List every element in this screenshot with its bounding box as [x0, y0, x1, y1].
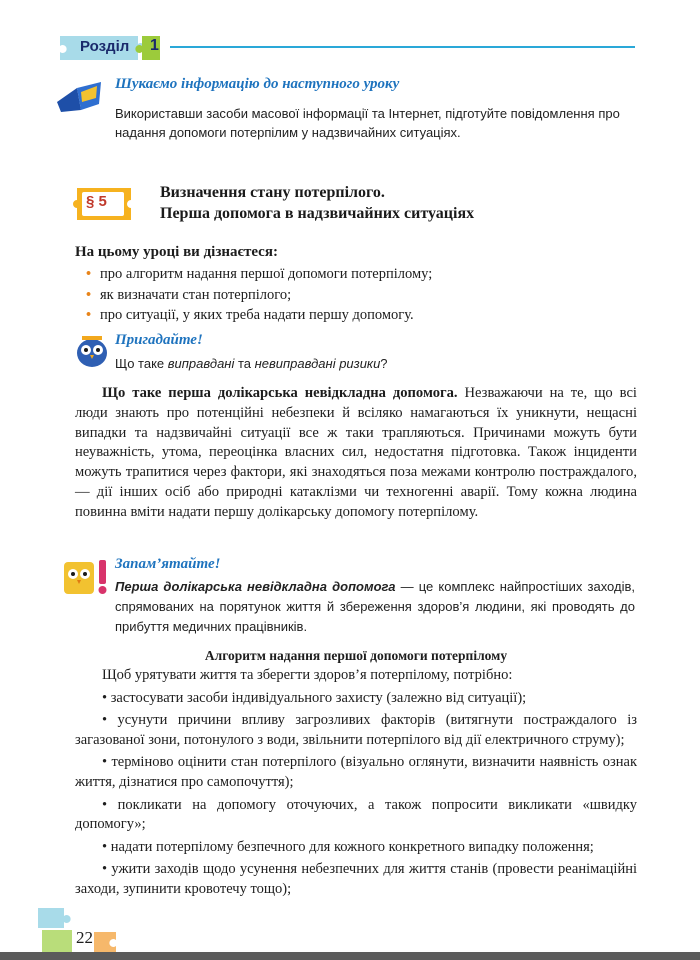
- section-label: Розділ: [80, 38, 130, 55]
- owl-icon: [74, 334, 110, 368]
- learn-list: [86, 264, 433, 326]
- bullet-icon: •: [86, 266, 92, 282]
- section-number: 1: [150, 37, 159, 54]
- open-book-icon: [55, 80, 105, 114]
- learn-heading: На цьому уроці ви дізнаєтеся:: [75, 244, 278, 260]
- list-item: • терміново оцінити стан потерпілого (візуально оглянути, визначити наявність ознак життя, дізнатися про самопочуття);: [75, 754, 637, 790]
- lesson-title: [160, 182, 630, 224]
- list-item: • застосувати засоби індивідуального захисту (залежно від ситуації);: [102, 689, 527, 706]
- page-number: 22: [76, 928, 93, 947]
- recall-title: Пригадайте!: [115, 332, 203, 348]
- memorize-term: Перша долікарська невідкладна допомога: [115, 579, 396, 594]
- owl-exclamation-icon: [62, 556, 110, 598]
- list-item: • як визначати стан потерпілого;: [100, 285, 432, 306]
- lesson-title-line-2: Перша допомога в надзвичайних ситуаціях: [160, 205, 475, 222]
- list-item: • про алгоритм надання першої допомоги потерпілому;: [100, 264, 432, 285]
- lesson-title-line-1: Визначення стану потерпілого.: [160, 184, 385, 201]
- algorithm-body: [75, 666, 637, 903]
- memorize-text: Перша долікарська невідкладна допомога — це комплекс найпростіших заходів, спрямованих на порятунок життя й збереження здоров’я людини, які проводять до прибуття медичних працівників.: [115, 579, 635, 634]
- recall-text: Що таке виправдані та невиправдані ризики?: [115, 356, 388, 371]
- list-item: • ужити заходів щодо усунення небезпечних для життя станів (провести реанімаційні заходи, зупинити кровотечу тощо);: [75, 861, 637, 897]
- search-info-text: Використавши засоби масової інформації та Інтернет, підготуйте повідомлення про надання допомоги потерпілим у надзвичайних ситуаціях.: [115, 106, 620, 140]
- algorithm-intro: Щоб урятувати життя та зберегти здоров’я потерпілому, потрібно:: [102, 667, 513, 683]
- main-text: Незважаючи на те, що всі люди знають про потенційні небезпеки й всіляко намагаються їх уникнути, нещасні випадки та надзвичайні ситуації все ж таки трапляються. Причинами можуть бути неуважність, утома, переоцінка власних сил, недостатня підготовка. Також інциденти можуть трапитися через фактори, які знаходяться поза межами контролю постраждалого, — дії інших осіб або природні катаклізми чи техногенні аварії. Тому кожна людина повинна вміти надати першу долікарську допомогу потерпілому.: [75, 385, 637, 520]
- search-info-title: Шукаємо інформацію до наступного уроку: [115, 76, 400, 92]
- bullet-icon: •: [86, 286, 92, 303]
- memorize-title: Запам’ятайте!: [115, 556, 221, 572]
- bottom-bar: [0, 952, 700, 960]
- main-lead: Що таке перша долікарська невідкладна допомога.: [102, 385, 458, 401]
- algorithm-title: Алгоритм надання першої допомоги потерпілому: [204, 648, 508, 663]
- list-item: • про ситуації, у яких треба надати першу допомогу.: [100, 305, 432, 326]
- main-paragraph: [75, 384, 637, 523]
- list-item: • надати потерпілому безпечного для кожного конкретного випадку положення;: [102, 838, 594, 855]
- paragraph-number: § 5: [86, 193, 107, 210]
- list-item: • покликати на допомогу оточуючих, а також попросити викликати «швидку допомогу»;: [75, 796, 637, 833]
- header-rule: [170, 46, 635, 48]
- bullet-icon: •: [86, 307, 92, 323]
- list-item: • усунути причини впливу загрозливих факторів (витягнути постраждалого із загазованої зони, потонулого з води, звільнити потерпілого від дії електричного струму);: [75, 712, 637, 748]
